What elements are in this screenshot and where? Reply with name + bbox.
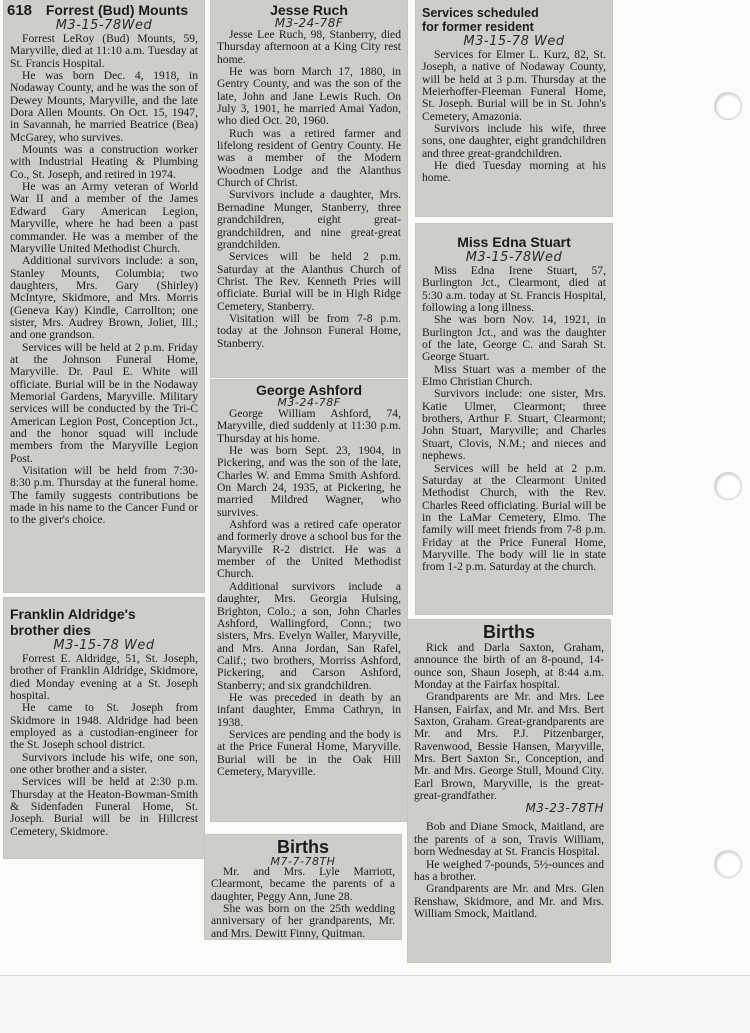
clipping-mounts: [4, 0, 204, 592]
obituary-paragraph: Services are pending and the body is at the Price Funeral Home, Maryville. Burial will be in the Oak Hill Cemetery, Maryville.: [217, 727, 401, 778]
obituary-paragraph: Additional survivors include: a son, Stanley Mounts, Columbia; two daughters, Mrs. Gary (Shirley) McIntyre, Skidmore, and Mrs. Morris (Geneva Kay) Kindle, Carrollton; one sister, Mrs. Audrey Brown, Joliet, Ill.; and one grandson.: [10, 254, 198, 342]
clipping-aldridge: [4, 598, 204, 858]
obituary-paragraph: Additional survivors include a daughter, Mrs. Georgia Hulsing, Brighton, Colo.; a son, John Charles Ashford, Wallingford, Conn.; two sisters, Mrs. Evelyn Waller, Maryville, and Mrs. Anna Jordan, San Rafel, Calif.; two brothers, Morriss Ashford, Pickering, and Carson Ashford, Stanberry; and six grandchildren.: [217, 579, 401, 692]
obituary-heading: Jesse Ruch: [270, 2, 348, 18]
birth-paragraph: Rick and Darla Saxton, Graham, announce the birth of an 8-pound, 14-ounce son, Shaun Joseph, at 8:44 a.m. Monday at the Fairfax hospital.: [414, 641, 604, 692]
birth-paragraph: Grandparents are Mr. and Mrs. Lee Hansen, Fairfax, and Mr. and Mrs. Bert Saxton, Graham. Great-grandparents are Mr. and Mrs. P.J. Pitzenbarger, Ravenwood, Bessie Hansen, Maryville, Mrs. Bert Saxton Sr., Conception, and Mr. and Mrs. George Stull, Mound City. Earl Brown, Maryville, is the great-great-grandfather.: [414, 690, 604, 803]
obituary-paragraph: He came to St. Joseph from Skidmore in 1948. Aldridge had been employed as a custodian-engineer for the St. Joseph school district.: [10, 701, 198, 752]
obituary-paragraph: He was born March 17, 1880, in Gentry County, and was the son of the late, John and Jane Lewis Ruch. On July 3, 1901, he married Amai Yadon, who died Oct. 20, 1960.: [217, 65, 401, 128]
clipping-births-saxton-smock: [408, 620, 610, 962]
births-heading: Births: [482, 622, 535, 642]
clipping-births-marriott: [205, 835, 401, 939]
obituary-heading: Miss Edna Stuart: [457, 234, 571, 250]
binder-hole: [714, 472, 742, 500]
obituary-paragraph: Ruch was a retired farmer and lifelong resident of Gentry County. He was a member of the Modern Woodmen Lodge and the Alanthus Church of Christ.: [217, 126, 401, 190]
birth-paragraph: Grandparents are Mr. and Mrs. Glen Renshaw, Skidmore, and Mr. and Mrs. William Smock, Maitland.: [414, 882, 604, 920]
obituary-paragraph: Services will be held at 2 p.m. Friday at the Johnson Funeral Home, Maryville. Dr. Paul E. White will officiate. Burial will be in the Nodaway Memorial Gardens, Maryville. Military services will be conducted by the Tri-C American Legion Post, Conception Jct., and the honor squad will include members from the Maryville Legion Post.: [10, 340, 198, 465]
obituary-heading: Services scheduled: [422, 6, 539, 20]
clipping-stuart: [416, 224, 612, 614]
birth-paragraph: Bob and Diane Smock, Maitland, are the parents of a son, Travis William, born Wednesday at St. Francis Hospital.: [414, 820, 604, 859]
obituary-paragraph: Forrest E. Aldridge, 51, St. Joseph, brother of Franklin Aldridge, Skidmore, died Monday evening at a St. Joseph hospital.: [10, 652, 198, 703]
obituary-paragraph: Services will be held at 2 p.m. Saturday at the Clearmont United Methodist Church, with the Rev. Charles Reed officiating. Burial will be in the LaMar Cemetery, Elmo. The family will meet friends from 7-8 p.m. Friday at the Price Funeral Home, Maryville. The body will lie in state from 1-2 p.m. Saturday at the church.: [422, 461, 606, 574]
obituary-paragraph: Services will be held 2 p.m. Saturday at the Alanthus Church of Christ. The Rev. Kenneth Pries will officiate. Burial will be in High Ridge Cemetery, Stanberry.: [217, 250, 401, 313]
obituary-paragraph: Services will be held at 2:30 p.m. Thursday at the Heaton-Bowman-Smith & Sidenfaden Funeral Home, St. Joseph. Burial will be in Hillcrest Cemetery, Skidmore.: [10, 775, 198, 838]
handwritten-date: M3-24-78F: [277, 396, 341, 409]
birth-paragraph: Mr. and Mrs. Lyle Marriott, Clearmont, became the parents of a daughter, Peggy Ann, June 28.: [211, 865, 395, 903]
handwritten-date: M3-23-78TH: [525, 801, 604, 816]
binder-hole: [714, 850, 742, 878]
obituary-paragraph: Services for Elmer L. Kurz, 82, St. Joseph, a native of Nodaway County, will be held at 3 p.m. Thursday at the Meierhoffer-Fleeman Funeral Home, St. Joseph. Burial will be in St. John's Cemetery, Amazonia.: [422, 48, 606, 123]
page-number: 618: [7, 2, 33, 19]
obituary-paragraph: Survivors include his wife, three sons, one daughter, eight grandchildren and three great-grandchildren.: [422, 122, 606, 160]
obituary-heading: Forrest (Bud) Mounts: [45, 2, 189, 18]
obituary-paragraph: Ashford was a retired cafe operator and formerly drove a school bus for the Maryville R-2 district. He was a member of the United Methodist Church.: [217, 518, 401, 581]
handwritten-date: M3-24-78F: [274, 16, 344, 30]
obituary-paragraph: George William Ashford, 74, Maryville, died suddenly at 11:30 p.m. Thursday at his home.: [217, 407, 401, 445]
obituary-paragraph: He was preceded in death by an infant daughter, Emma Cathryn, in 1938.: [217, 690, 401, 729]
obituary-paragraph: He died Tuesday morning at his home.: [422, 159, 606, 185]
obituary-paragraph: He was born Sept. 23, 1904, in Pickering, and was the son of the late, Charles W. and Emma Smith Ashford. On March 24, 1935, at Pickering, he married Mildred Wagner, who survives.: [217, 444, 401, 519]
obituary-paragraph: Miss Edna Irene Stuart, 57, Burlington Jct., Clearmont, died at 5:30 a.m. today at St. Francis Hospital, following a long illness.: [422, 264, 606, 315]
handwritten-date: M3-15-78 Wed: [53, 638, 155, 653]
obituary-heading: George Ashford: [255, 382, 363, 398]
handwritten-date: M3-15-78Wed: [465, 250, 563, 265]
obituary-paragraph: Visitation will be from 7-8 p.m. today at the Johnson Funeral Home, Stanberry.: [217, 311, 401, 350]
obituary-paragraph: Visitation will be held from 7:30-8:30 p.m. Thursday at the funeral home. The family suggests contributions be made in his name to the Cancer Fund or to the giver's choice.: [10, 464, 198, 527]
obituary-paragraph: She was born Nov. 14, 1921, in Burlington Jct., and was the daughter of the late, George C. and Sarah St. George Stuart.: [422, 313, 606, 364]
handwritten-date: M3-15-78Wed: [55, 18, 153, 33]
obituary-paragraph: Survivors include: one sister, Mrs. Katie Ulmer, Clearmont; three brothers, Arthur F. Stuart, Clearmont; John Stuart, Maryville; and Charles Stuart, Clovis, N.M.; and nieces and nephews.: [422, 387, 606, 463]
births-heading: Births: [276, 837, 329, 857]
birth-paragraph: She was born on the 25th wedding anniversary of her grandparents, Mr. and Mrs. Dewitt Finny, Quitman.: [211, 902, 395, 939]
handwritten-date: M3-15-78 Wed: [463, 34, 565, 49]
obituary-paragraph: Miss Stuart was a member of the Elmo Christian Church.: [422, 362, 606, 389]
birth-paragraph: He weighed 7-pounds, 5½-ounces and has a brother.: [414, 857, 604, 883]
obituary-heading: for former resident: [422, 20, 534, 34]
clipping-ruch: [211, 0, 407, 377]
obituary-paragraph: He was born Dec. 4, 1918, in Nodaway County, and he was the son of Dewey Mounts, Maryville, and the late Dora Allen Mounts. On Oct. 15, 1947, in Savannah, he married Beatrice (Bea) McGarey, who survives.: [10, 69, 198, 144]
obituary-paragraph: Mounts was a construction worker with Industrial Heating & Plumbing Co., St. Joseph, and retired in 1974.: [10, 143, 198, 181]
clipping-ashford: [211, 380, 407, 821]
obituary-heading: Franklin Aldridge's: [10, 606, 136, 622]
clipping-kurz: [416, 0, 612, 216]
obituary-paragraph: Survivors include a daughter, Mrs. Bernadine Munger, Stanberry, three grandchildren, eight great-grandchildren, and nine great-great grandchilden.: [217, 188, 401, 251]
obituary-paragraph: Jesse Lee Ruch, 98, Stanberry, died Thursday afternoon at a King City rest home.: [217, 28, 401, 66]
obituary-paragraph: Survivors include his wife, one son, one other brother and a sister.: [10, 750, 198, 777]
obituary-paragraph: He was an Army veteran of World War II and a member of the James Edward Gary American Legion, Maryville, where he had been a past commander. He was a member of the Maryville United Methodist Church.: [10, 180, 198, 255]
handwritten-date: M7-7-78TH: [270, 855, 336, 868]
obituary-paragraph: Forrest LeRoy (Bud) Mounts, 59, Maryville, died at 11:10 a.m. Tuesday at St. Francis Hospital.: [10, 32, 198, 70]
binder-hole: [714, 92, 742, 120]
obituary-heading: brother dies: [10, 622, 91, 638]
